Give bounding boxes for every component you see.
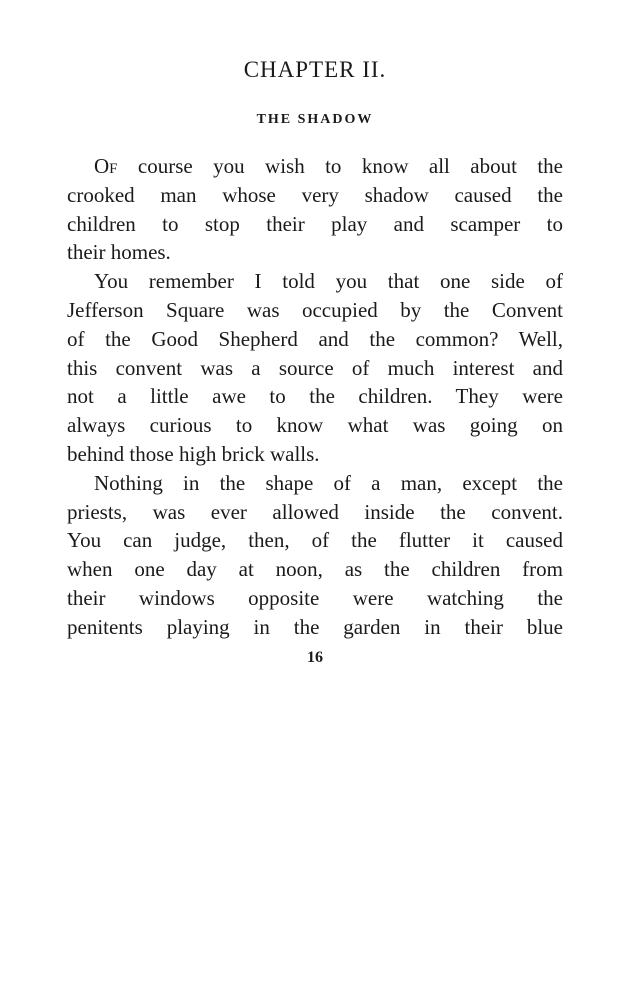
text-line: Nothing in the shape of a man, except the	[94, 470, 563, 495]
text-line: this convent was a source of much interest and	[67, 355, 563, 380]
text-line: their homes.	[67, 240, 171, 265]
drop-word-initial: O	[94, 154, 110, 178]
text-line: You remember I told you that one side of	[94, 269, 563, 294]
text-line	[67, 152, 563, 181]
text-line: always curious to know what was going on	[67, 413, 563, 438]
page-number: 16	[307, 649, 323, 666]
text-line: crooked man whose very shadow caused the	[67, 182, 563, 207]
text-line: priests, was ever allowed inside the convent.	[67, 499, 563, 524]
body-text	[67, 152, 563, 642]
chapter-heading: CHAPTER II.	[243, 57, 387, 82]
text-line: Jefferson Square was occupied by the Convent	[67, 297, 563, 322]
text-line: when one day at noon, as the children from	[67, 557, 563, 582]
text-line-content: course you wish to know all about the	[117, 154, 563, 178]
text-line: of the Good Shepherd and the common? Well,	[67, 326, 563, 351]
chapter-title: THE SHADOW	[256, 112, 374, 127]
text-line: behind those high brick walls.	[67, 441, 320, 466]
drop-word-rest: f	[109, 154, 118, 178]
text-line: their windows opposite were watching the	[67, 585, 563, 610]
text-line: children to stop their play and scamper to	[67, 211, 563, 236]
text-line: You can judge, then, of the flutter it caused	[67, 528, 563, 553]
text-line: not a little awe to the children. They were	[67, 384, 563, 409]
text-line: penitents playing in the garden in their blue	[67, 614, 563, 639]
